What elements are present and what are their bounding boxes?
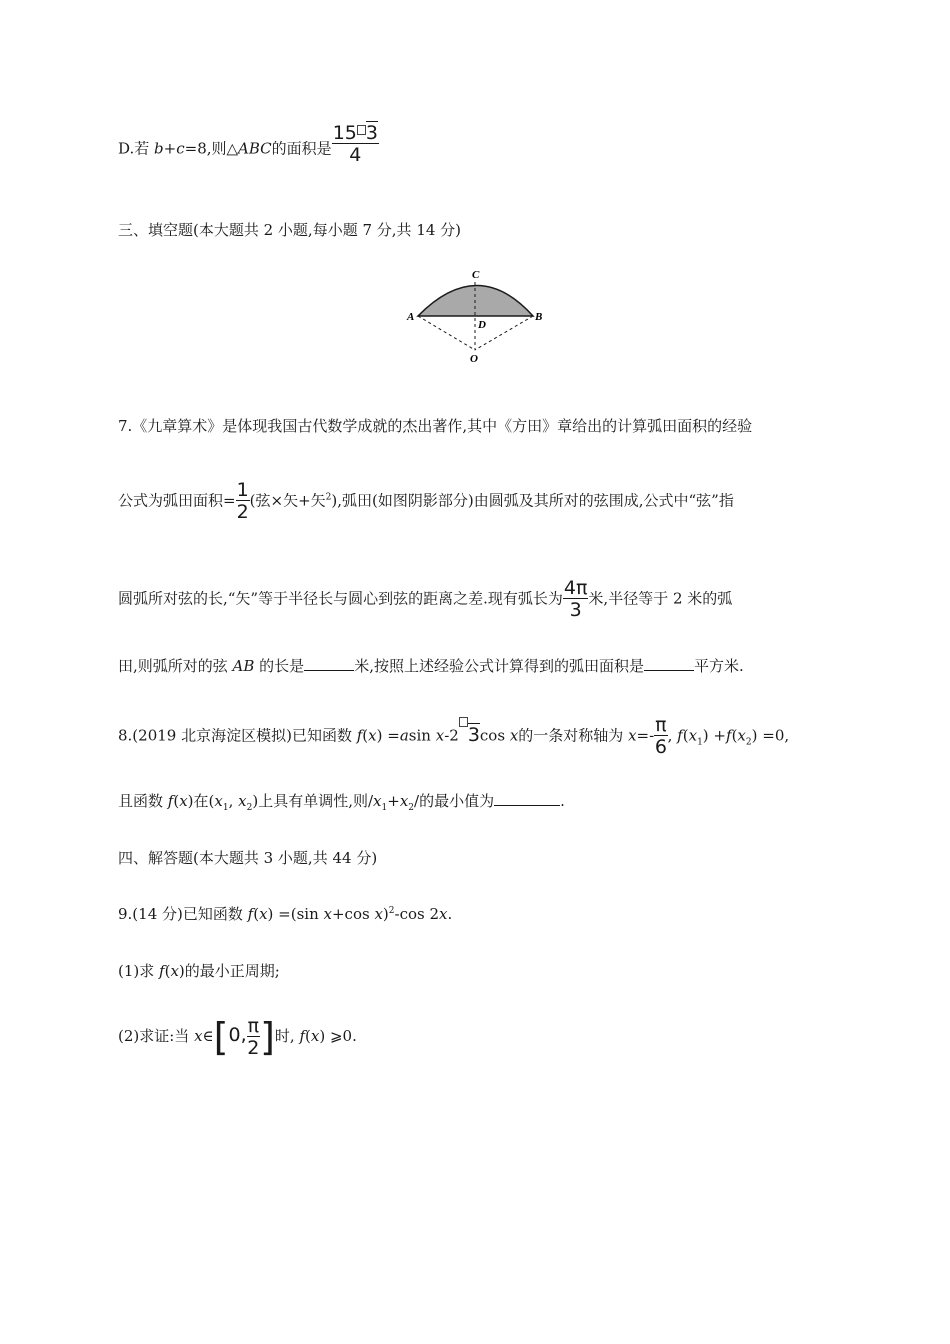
placeholder-box-icon xyxy=(357,125,366,135)
q7-chord-text: 田,则弧所对的弦 xyxy=(118,657,233,675)
label-o: O xyxy=(470,353,478,365)
fn-f: f xyxy=(159,962,165,980)
element-of: ∈ xyxy=(202,1027,214,1045)
equals: ) = xyxy=(376,726,400,745)
area-num-coef: 15 xyxy=(332,122,357,144)
q7-line1: 7.《九章算术》是体现我国古代数学成就的杰出著作,其中《方田》章给出的计算弧田面积的经验 xyxy=(118,417,753,435)
option-d-cond: =8,则△ xyxy=(184,139,239,158)
paren: ( xyxy=(164,962,171,980)
q8-mono-text: )上具有单调性,则/ xyxy=(252,792,374,810)
sin: sin xyxy=(408,726,436,745)
var-x: x xyxy=(368,726,377,745)
paren: ( xyxy=(682,726,689,745)
label-d: D xyxy=(478,319,486,331)
q8-line2 xyxy=(118,790,565,813)
q8-cond: 且函数 xyxy=(118,792,168,810)
cos: cos xyxy=(479,726,510,745)
var-x: x xyxy=(310,1027,320,1045)
q9-p2-intro: (2)求证:当 xyxy=(118,1027,195,1045)
paren: ( xyxy=(731,726,738,745)
when-text: 时, xyxy=(274,1027,300,1045)
area-fraction xyxy=(332,123,379,166)
zero: 0, xyxy=(228,1024,247,1046)
fn-f: f xyxy=(356,726,363,745)
label-b: B xyxy=(535,311,543,323)
section4-title: 四、解答题(本大题共 3 小题,共 44 分) xyxy=(118,849,378,867)
option-d-after: 的面积是 xyxy=(271,139,332,158)
sub-2: 2 xyxy=(246,803,253,813)
q9-part2 xyxy=(118,1015,357,1059)
geq-zero: ) ⩾0. xyxy=(319,1027,357,1045)
var-x: x xyxy=(170,962,179,980)
close-paren: ) xyxy=(382,905,389,923)
pi-over-6 xyxy=(654,715,667,758)
two-den: 2 xyxy=(247,1036,260,1059)
q7-square: 2 xyxy=(325,492,332,503)
plus: ) + xyxy=(702,726,726,745)
answer-blank-min[interactable] xyxy=(494,791,560,806)
var-a: a xyxy=(399,726,409,745)
var-x: x xyxy=(439,905,448,923)
q7-formula-body: (弦×矢+矢 xyxy=(249,491,326,510)
half-den: 2 xyxy=(236,501,249,523)
q8-intro: 8.(2019 北京海淀区模拟)已知函数 xyxy=(118,726,357,745)
arc-length-fraction xyxy=(563,578,589,621)
arc-field-figure xyxy=(398,262,558,370)
paren: ( xyxy=(305,1027,311,1045)
pi-num: π xyxy=(247,1014,260,1037)
eq-zero: ) =0, xyxy=(751,726,790,745)
fn-f: f xyxy=(677,726,683,745)
q7-half-fraction xyxy=(236,480,250,523)
chord-ab: AB xyxy=(232,657,255,675)
var-x: x xyxy=(399,792,409,810)
label-a: A xyxy=(407,311,415,323)
var-x: x xyxy=(179,792,188,810)
answer-blank-area[interactable] xyxy=(644,656,694,671)
area-den: 4 xyxy=(349,144,362,166)
answer-blank-chord[interactable] xyxy=(304,656,354,671)
period: . xyxy=(447,905,453,923)
fn-f: f xyxy=(299,1027,306,1045)
half-num: 1 xyxy=(236,479,249,501)
q7-arc-intro: 圆弧所对弦的长,“矢”等于半径长与圆心到弦的距离之差.现有弧长为 xyxy=(118,589,563,608)
q7-line3 xyxy=(118,578,732,621)
sub-2: 2 xyxy=(745,737,752,748)
q9-p1-ask: )的最小正周期; xyxy=(178,962,280,980)
var-x: x xyxy=(509,726,519,745)
var-x: x xyxy=(259,905,268,923)
sub-2: 2 xyxy=(408,803,415,813)
var-x: x xyxy=(214,792,223,810)
eq-sin: ) =(sin xyxy=(267,905,324,923)
area-num-sqrt: 3 xyxy=(365,122,378,144)
arc-num: 4π xyxy=(563,577,588,599)
q7-formula-desc: ),弧田(如图阴影部分)由圆弧及其所对的弦围成,公式中“弦”指 xyxy=(331,491,734,510)
q7-line4 xyxy=(118,655,744,676)
pi-over-2 xyxy=(247,1016,260,1059)
square: 2 xyxy=(388,906,395,916)
option-d-prefix: D.若 xyxy=(118,139,155,158)
q7-unit: 平方米. xyxy=(693,657,744,675)
sub-1: 1 xyxy=(222,803,229,813)
fn-f: f xyxy=(167,792,174,810)
q8-min-text: /的最小值为 xyxy=(414,792,495,810)
q7-area-text: 米,按照上述经验公式计算得到的弧田面积是 xyxy=(354,657,644,675)
triangle-abc: ABC xyxy=(238,139,272,158)
in-interval: )在( xyxy=(187,792,215,810)
label-c: C xyxy=(472,269,480,281)
comma: , xyxy=(228,792,239,810)
sub-1: 1 xyxy=(381,803,388,813)
q9-stem xyxy=(118,903,452,924)
var-x: x xyxy=(628,726,637,745)
q9-p1-intro: (1)求 xyxy=(118,962,160,980)
var-x: x xyxy=(323,905,332,923)
var-x: x xyxy=(737,726,746,745)
var-x: x xyxy=(194,1027,203,1045)
q9-part1 xyxy=(118,960,280,981)
fn-f: f xyxy=(247,905,254,923)
fn-f: f xyxy=(726,726,732,745)
sqrt-3: 3 xyxy=(467,723,480,746)
pi-num: π xyxy=(655,714,667,736)
sub-1: 1 xyxy=(697,737,703,748)
var-x: x xyxy=(238,792,247,810)
minus-two: -2 xyxy=(444,726,459,745)
paren: ( xyxy=(362,726,369,745)
q8-axis-text: 的一条对称轴为 xyxy=(518,726,629,745)
minus-cos2: -cos 2 xyxy=(394,905,440,923)
left-bracket: [ xyxy=(213,1015,229,1059)
period: . xyxy=(560,792,565,810)
arc-den: 3 xyxy=(569,599,582,621)
plus: + xyxy=(163,139,177,158)
comma: , xyxy=(667,726,678,745)
var-b: b xyxy=(154,139,164,158)
plus-cos: +cos xyxy=(331,905,375,923)
q7-radius-text: 米,半径等于 2 米的弧 xyxy=(588,589,733,608)
var-x: x xyxy=(373,792,382,810)
q7-line2 xyxy=(118,480,734,523)
q8-line1 xyxy=(118,715,789,758)
section3-title: 三、填空题(本大题共 2 小题,每小题 7 分,共 14 分) xyxy=(118,221,462,239)
radius-oa xyxy=(418,316,475,350)
option-d xyxy=(118,122,379,166)
var-x: x xyxy=(435,726,445,745)
paren: ( xyxy=(253,905,260,923)
placeholder-box-icon xyxy=(459,717,468,727)
six-den: 6 xyxy=(654,736,667,758)
right-bracket: ] xyxy=(260,1015,275,1059)
var-x: x xyxy=(374,905,383,923)
q7-formula-intro: 公式为弧田面积= xyxy=(118,491,236,510)
q9-intro: 9.(14 分)已知函数 xyxy=(118,905,248,923)
q7-length-text: 的长是 xyxy=(254,657,305,675)
paren: ( xyxy=(173,792,180,810)
plus: + xyxy=(387,792,400,810)
var-c: c xyxy=(176,139,185,158)
var-x: x xyxy=(688,726,698,745)
eq-minus: =- xyxy=(636,726,655,745)
